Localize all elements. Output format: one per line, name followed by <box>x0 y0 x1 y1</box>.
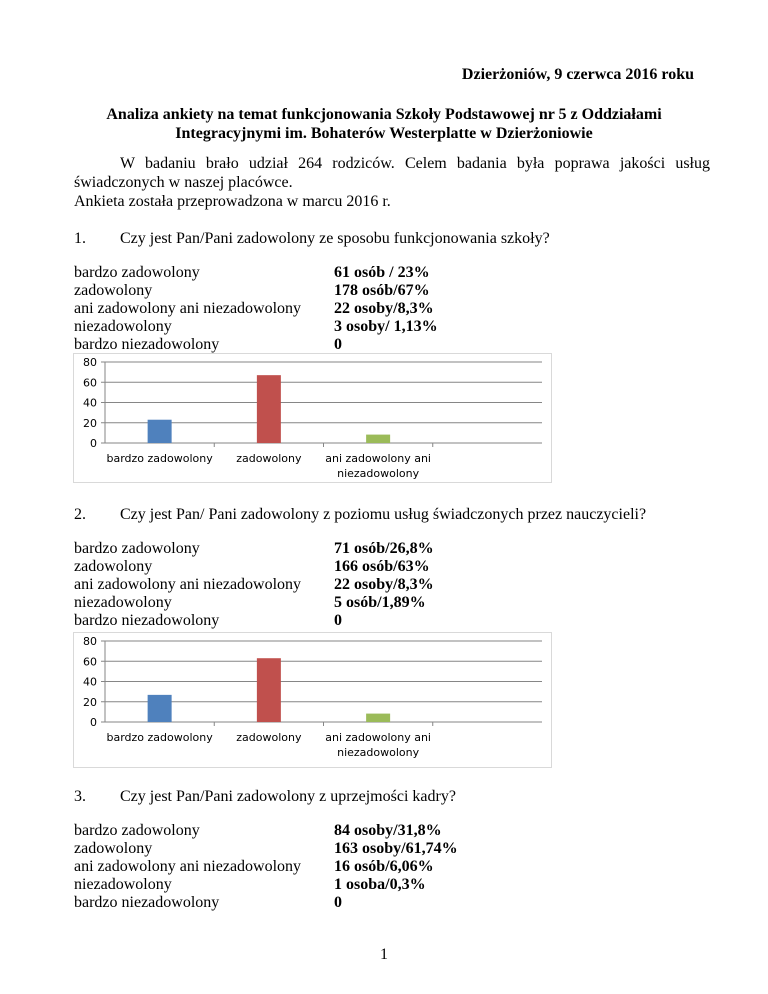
result-value: 178 osób/67% <box>334 282 430 299</box>
result-value: 0 <box>334 894 342 911</box>
x-category-label: zadowolony <box>236 452 302 465</box>
option-label: zadowolony <box>74 282 153 299</box>
document-title <box>60 105 708 143</box>
chart-question-2 <box>73 632 552 768</box>
bar-3 <box>366 435 390 443</box>
bar-2 <box>257 375 281 443</box>
question-1-number: 1. <box>74 230 86 247</box>
question-2-number: 2. <box>74 506 86 523</box>
bar-1 <box>148 695 172 722</box>
question-3-results <box>334 822 458 912</box>
y-tick-label: 0 <box>90 716 97 729</box>
y-tick-label: 80 <box>83 356 97 369</box>
question-3-text: Czy jest Pan/Pani zadowolony z uprzejmości kadry? <box>120 788 456 805</box>
y-tick-label: 20 <box>83 695 97 709</box>
title-line-2: Integracyjnymi im. Bohaterów Westerplatte w Dzierżoniowie <box>175 125 593 142</box>
option-label: ani zadowolony ani niezadowolony <box>74 858 302 875</box>
question-3 <box>74 788 456 806</box>
option-label: bardzo zadowolony <box>74 264 200 281</box>
document-date: Dzierżoniów, 9 czerwca 2016 roku <box>461 66 694 83</box>
question-1-options <box>74 264 301 354</box>
option-label: ani zadowolony ani niezadowolony <box>74 576 302 593</box>
question-2-results <box>334 540 434 630</box>
result-value: 0 <box>334 612 342 629</box>
y-tick-label: 60 <box>83 376 97 390</box>
option-label: zadowolony <box>74 840 153 857</box>
bar-1 <box>148 420 172 443</box>
page-number: 1 <box>380 946 388 963</box>
result-value: 16 osób/6,06% <box>334 858 434 875</box>
x-category-label: niezadowolony <box>337 467 420 480</box>
y-tick-label: 80 <box>83 635 97 648</box>
x-category-label: niezadowolony <box>337 746 420 759</box>
result-value: 163 osoby/61,74% <box>334 840 458 857</box>
result-value: 1 osoba/0,3% <box>334 876 426 893</box>
question-1-results <box>334 264 438 354</box>
question-2 <box>74 506 646 524</box>
question-3-options <box>74 822 301 912</box>
option-label: bardzo niezadowolony <box>74 894 220 911</box>
option-label: niezadowolony <box>74 876 172 893</box>
option-label: zadowolony <box>74 558 153 575</box>
question-3-number: 3. <box>74 788 86 805</box>
x-category-label: ani zadowolony ani <box>325 452 432 465</box>
result-value: 5 osób/1,89% <box>334 594 426 611</box>
intro-paragraph <box>74 154 710 211</box>
question-2-text: Czy jest Pan/ Pani zadowolony z poziomu usług świadczonych przez nauczycieli? <box>120 506 647 523</box>
result-value: 0 <box>334 336 342 353</box>
result-value: 166 osób/63% <box>334 558 430 575</box>
x-category-label: ani zadowolony ani <box>325 731 432 744</box>
chart-question-1 <box>73 353 552 483</box>
option-label: bardzo niezadowolony <box>74 612 220 629</box>
result-value: 61 osób / 23% <box>334 264 430 281</box>
question-1-text: Czy jest Pan/Pani zadowolony ze sposobu funkcjonowania szkoły? <box>120 230 550 247</box>
result-value: 22 osoby/8,3% <box>334 576 434 593</box>
bar-3 <box>366 714 390 722</box>
chart-1-svg <box>73 353 552 483</box>
option-label: bardzo zadowolony <box>74 822 200 839</box>
result-value: 71 osób/26,8% <box>334 540 434 557</box>
result-value: 3 osoby/ 1,13% <box>334 318 438 335</box>
y-tick-label: 0 <box>90 437 97 450</box>
intro-line-1: W badaniu brało udział 264 rodziców. Celem badania była poprawa jakości usług świadczonych w naszej placówce. <box>74 155 710 191</box>
x-category-label: bardzo zadowolony <box>106 731 213 744</box>
chart-2-svg <box>73 632 552 768</box>
option-label: ani zadowolony ani niezadowolony <box>74 300 302 317</box>
option-label: niezadowolony <box>74 318 172 335</box>
chart-frame <box>74 633 552 768</box>
option-label: niezadowolony <box>74 594 172 611</box>
x-category-label: bardzo zadowolony <box>106 452 213 465</box>
y-tick-label: 40 <box>83 675 97 689</box>
y-tick-label: 60 <box>83 655 97 669</box>
result-value: 22 osoby/8,3% <box>334 300 434 317</box>
title-line-1: Analiza ankiety na temat funkcjonowania Szkoły Podstawowej nr 5 z Oddziałami <box>106 106 662 123</box>
bar-2 <box>257 658 281 722</box>
y-tick-label: 40 <box>83 396 97 410</box>
intro-line-2: Ankieta została przeprowadzona w marcu 2016 r. <box>74 193 391 210</box>
result-value: 84 osoby/31,8% <box>334 822 442 839</box>
option-label: bardzo zadowolony <box>74 540 200 557</box>
y-tick-label: 20 <box>83 416 97 430</box>
option-label: bardzo niezadowolony <box>74 336 220 353</box>
x-category-label: zadowolony <box>236 731 302 744</box>
question-1 <box>74 230 550 248</box>
question-2-options <box>74 540 301 630</box>
